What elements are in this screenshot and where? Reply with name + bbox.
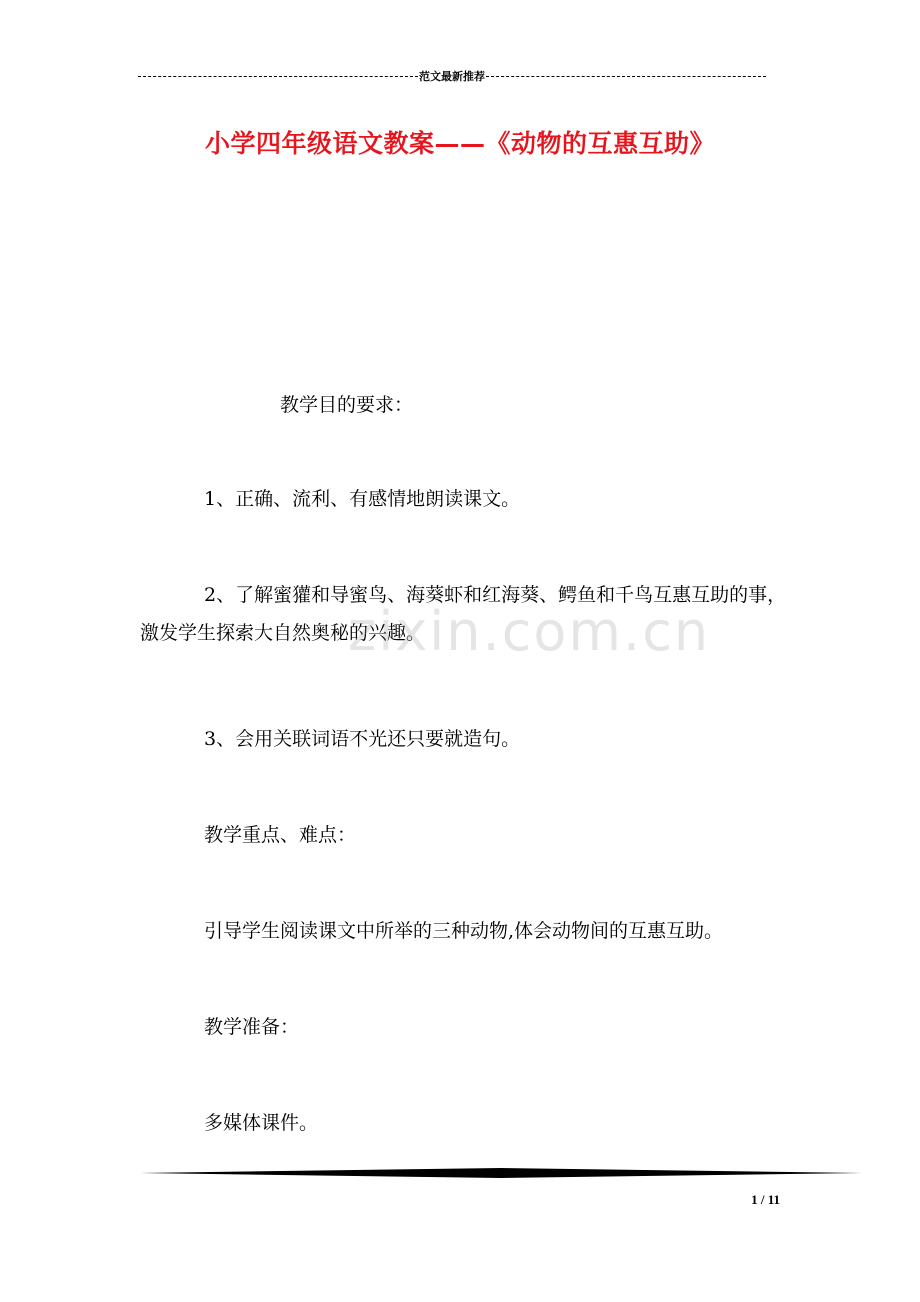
page-header [138, 68, 766, 84]
objective-1: 1、正确、流利、有感情地朗读课文。 [204, 488, 521, 510]
objectives-heading: 教学目的要求： [280, 394, 414, 416]
watermark: zixin.com.cn [348, 600, 711, 663]
preparation-heading: 教学准备： [204, 1016, 300, 1038]
page-number: 1 / 11 [751, 1192, 780, 1207]
preparation-text: 多媒体课件。 [204, 1112, 319, 1134]
header-dash-left [138, 76, 418, 77]
objective-3: 3、会用关联词语不光还只要就造句。 [204, 728, 521, 750]
key-points-text: 引导学生阅读课文中所举的三种动物,体会动物间的互惠互助。 [204, 920, 724, 942]
header-text: 范文最新推荐 [419, 70, 485, 83]
objective-2: 2、了解蜜獾和导蜜鸟、海葵虾和红海葵、鳄鱼和千鸟互惠互助的事，激发学生探索大自然奥秘的兴趣。 [140, 584, 787, 644]
key-points-heading: 教学重点、难点： [204, 824, 357, 846]
footer-rule [140, 1166, 862, 1180]
document-title: 小学四年级语文教案——《动物的互惠互助》 [204, 129, 715, 158]
header-dash-right [486, 76, 766, 77]
